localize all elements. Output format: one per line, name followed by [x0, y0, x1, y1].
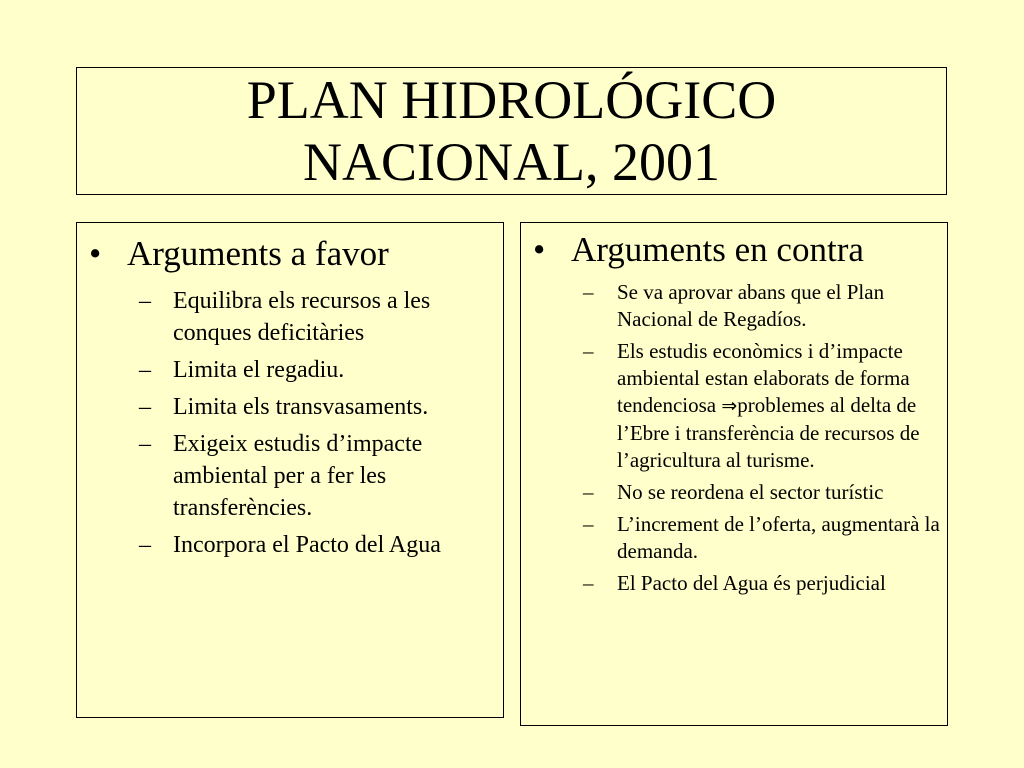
- list-item: [139, 529, 494, 561]
- title-line-2: NACIONAL, 2001: [303, 132, 720, 192]
- list-item: [583, 570, 943, 597]
- dash-icon: –: [583, 280, 594, 304]
- list-item-text: Incorpora el Pacto del Agua: [173, 532, 441, 558]
- page-title: [247, 69, 776, 193]
- title-box: [76, 67, 947, 195]
- list-item: [583, 338, 943, 474]
- arguments-against-heading: Arguments en contra: [571, 230, 864, 269]
- list-item: [583, 279, 943, 333]
- list-item-text: Limita el regadiu.: [173, 357, 345, 383]
- arguments-for-list: [139, 285, 494, 566]
- list-item-text: Equilibra els recursos a les conques deficitàries: [173, 288, 431, 346]
- dash-icon: –: [583, 571, 594, 595]
- dash-icon: –: [139, 532, 151, 558]
- dash-icon: –: [583, 480, 594, 504]
- list-item-text-main: Els estudis econòmics i d’impacte ambiental estan elaborats de forma tendenciosa: [617, 339, 910, 417]
- list-item-text: Limita els transvasaments.: [173, 394, 429, 420]
- list-item: [139, 354, 494, 386]
- dash-icon: –: [139, 431, 151, 457]
- dash-icon: –: [139, 394, 151, 420]
- list-item: [139, 285, 494, 349]
- list-item-text: Exigeix estudis d’impacte ambiental per a fer les transferències.: [173, 431, 423, 521]
- implies-arrow-icon: ⇒: [721, 395, 738, 417]
- list-item-text: No se reordena el sector turístic: [617, 480, 884, 504]
- title-line-1: PLAN HIDROLÓGICO: [246, 70, 777, 130]
- list-item-text: El Pacto del Agua és perjudicial: [617, 571, 886, 595]
- list-item: [139, 428, 494, 524]
- dash-icon: –: [139, 357, 151, 383]
- arguments-for-heading-row: [89, 233, 389, 275]
- arguments-against-heading-row: [533, 229, 864, 271]
- dash-icon: –: [583, 512, 594, 536]
- list-item: [583, 479, 943, 506]
- arguments-against-list: [583, 279, 943, 602]
- list-item: [139, 391, 494, 423]
- bullet-icon: •: [89, 234, 102, 273]
- arguments-for-panel: [76, 222, 504, 718]
- bullet-icon: •: [533, 230, 546, 269]
- arguments-against-panel: [520, 222, 948, 726]
- list-item-text-continuation: problemes al delta de l’Ebre i transferència de recursos de l’agricultura al turisme.: [617, 393, 920, 472]
- list-item: [583, 511, 943, 565]
- list-item-text: L’increment de l’oferta, augmentarà la demanda.: [617, 512, 940, 563]
- list-item-text: Se va aprovar abans que el Plan Nacional de Regadíos.: [617, 280, 885, 331]
- arguments-for-heading: Arguments a favor: [127, 234, 389, 273]
- dash-icon: –: [139, 288, 151, 314]
- list-item-text: [617, 338, 943, 474]
- dash-icon: –: [583, 339, 594, 363]
